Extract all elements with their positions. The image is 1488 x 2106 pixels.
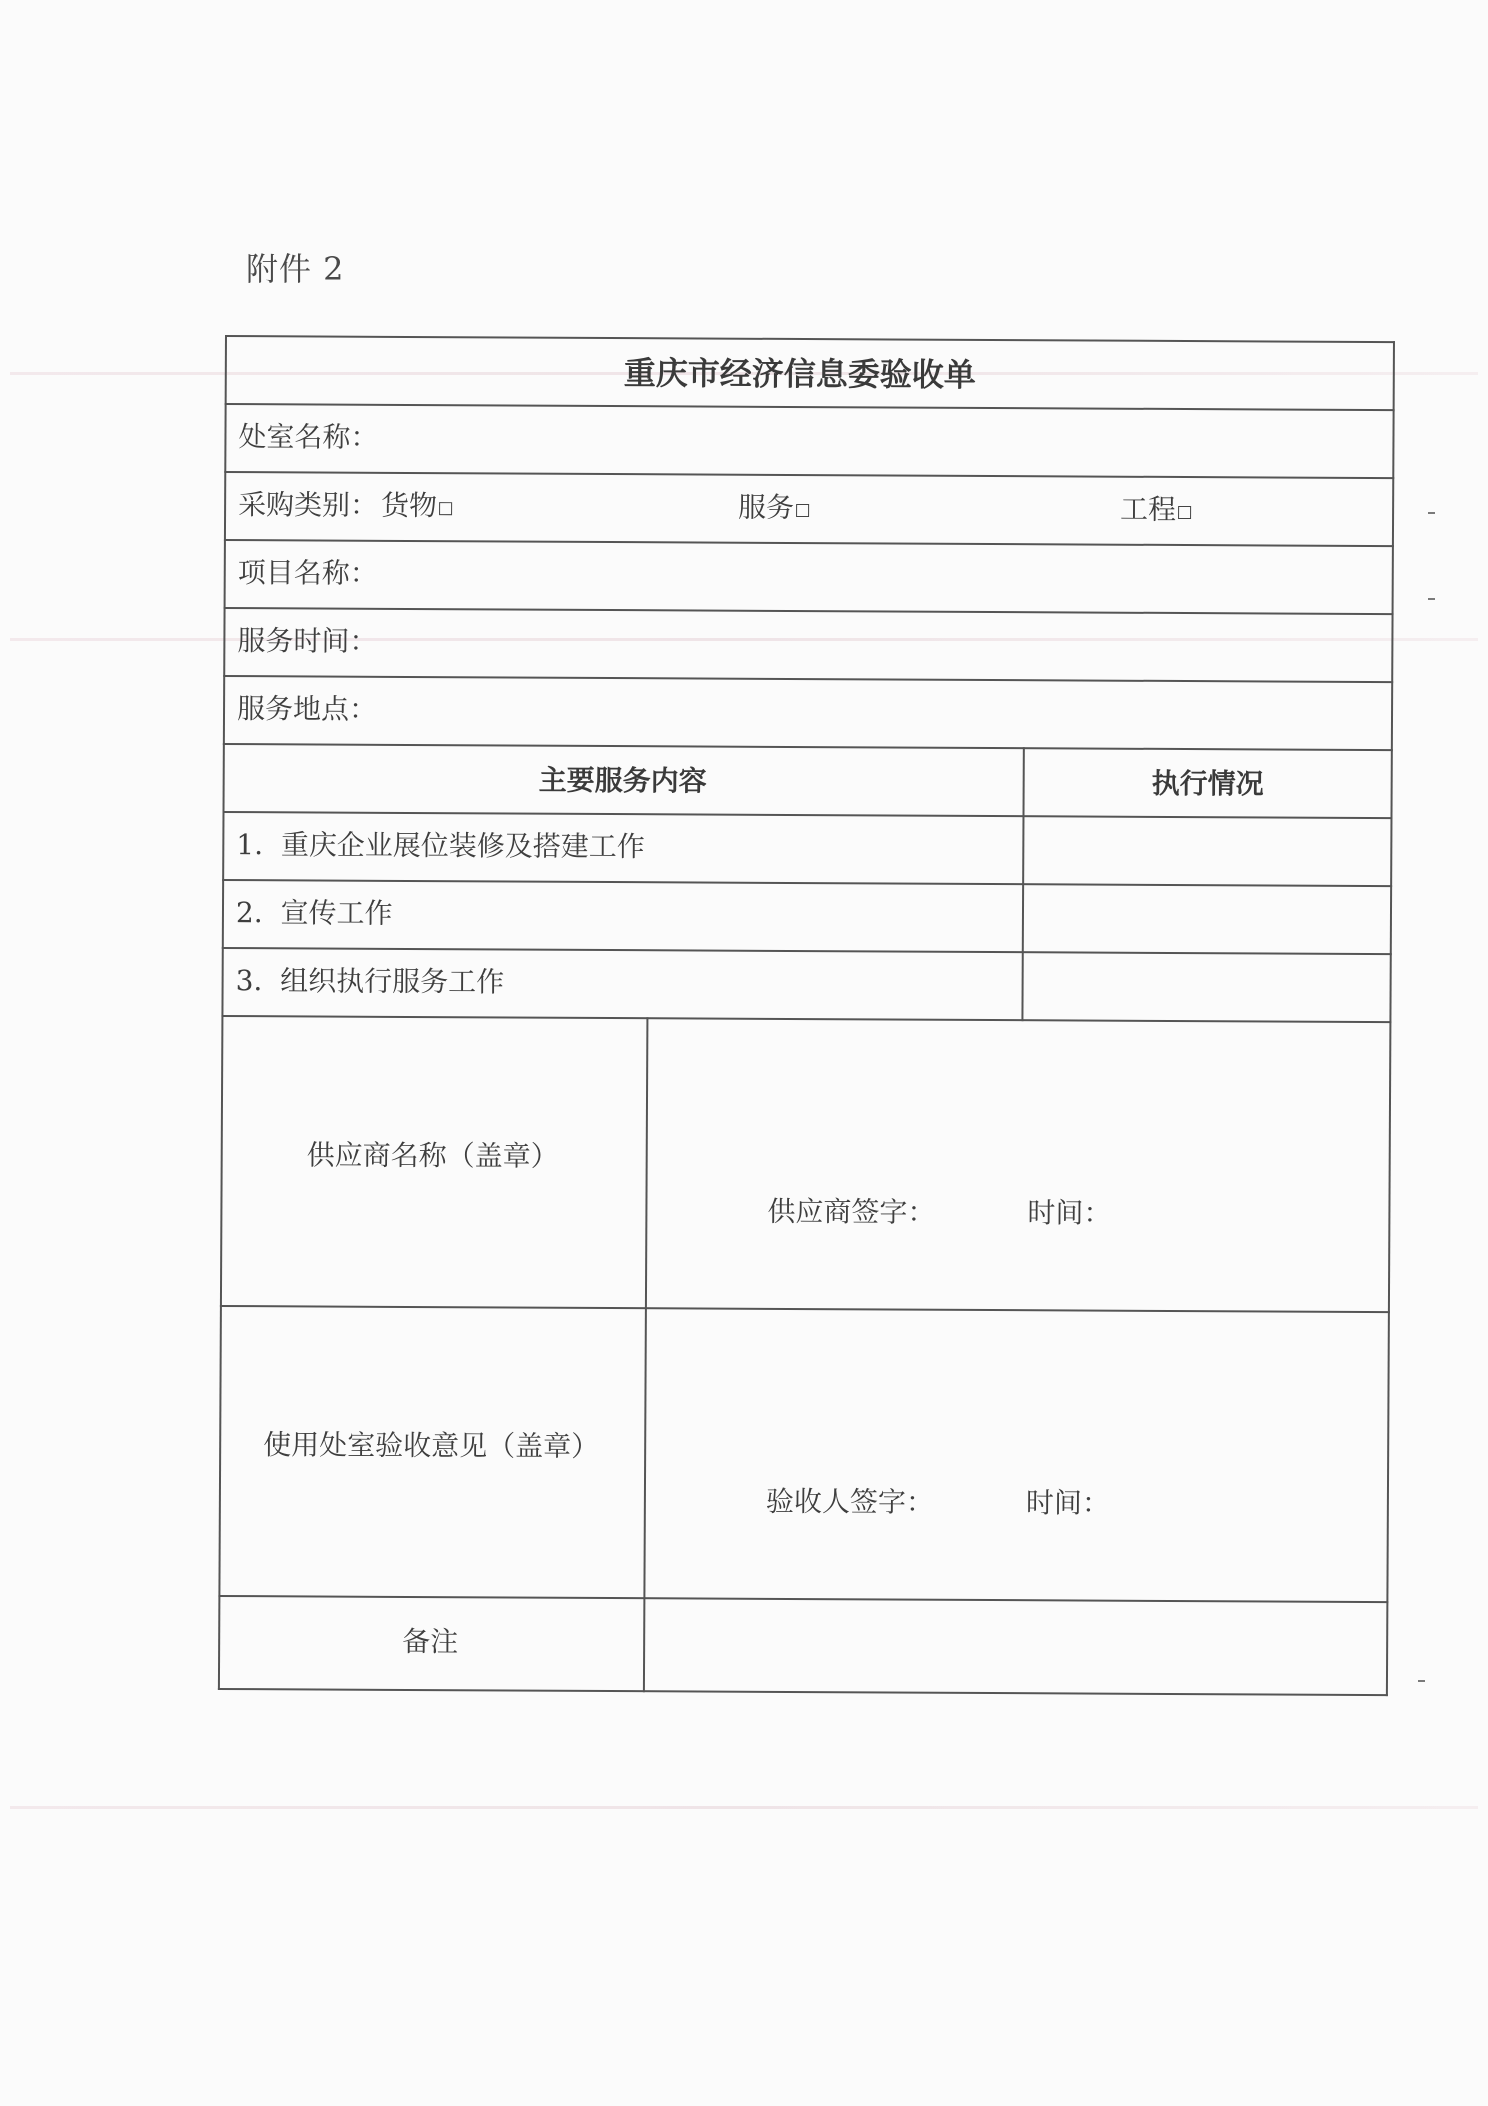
procurement-category-label: 采购类别： <box>238 488 379 522</box>
service-item-number: 1. <box>236 828 264 862</box>
supplier-name-label: 供应商名称（盖章） <box>306 1138 559 1173</box>
supplier-time-label: 时间： <box>1027 1196 1112 1230</box>
form-border-top <box>225 335 1395 343</box>
procurement-option-services[interactable] <box>738 490 809 524</box>
service-item <box>235 964 505 999</box>
works-checkbox[interactable] <box>1178 506 1191 519</box>
service-item-number: 3. <box>235 964 263 998</box>
service-item <box>236 828 645 864</box>
main-service-content-header: 主要服务内容 <box>538 763 707 798</box>
form-title: 重庆市经济信息委验收单 <box>623 354 976 394</box>
procurement-option-label: 货物 <box>381 488 438 523</box>
scan-artifact-speck <box>1428 512 1435 514</box>
procurement-option-label: 服务 <box>738 490 795 524</box>
service-item-text: 组织执行服务工作 <box>280 964 505 999</box>
procurement-option-label: 工程 <box>1120 492 1177 526</box>
scan-artifact-line <box>10 1806 1478 1809</box>
row-divider <box>218 1595 1388 1603</box>
row-divider <box>221 1015 1391 1023</box>
row-divider <box>224 471 1394 479</box>
service-location-label: 服务地点： <box>236 692 378 726</box>
row-divider <box>222 947 1392 955</box>
scan-artifact-speck <box>1428 598 1435 600</box>
execution-status-header: 执行情况 <box>1151 766 1264 801</box>
row-divider <box>222 811 1392 819</box>
office-name-label: 处室名称： <box>238 420 379 454</box>
procurement-option-works[interactable] <box>1120 492 1191 526</box>
row-divider <box>222 879 1392 887</box>
service-time-label: 服务时间： <box>237 624 378 658</box>
row-divider <box>224 539 1394 547</box>
scan-artifact-speck <box>1418 1680 1425 1682</box>
acceptor-signature-label: 验收人签字： <box>765 1484 935 1519</box>
service-item-text: 宣传工作 <box>280 896 393 930</box>
department-acceptance-label: 使用处室验收意见（盖章） <box>263 1428 600 1463</box>
attachment-label: 附件 2 <box>246 250 345 288</box>
row-divider <box>223 743 1393 751</box>
acceptance-time-label: 时间： <box>1025 1486 1110 1520</box>
label-value-divider <box>643 1017 649 1692</box>
row-divider <box>225 403 1395 411</box>
service-item <box>235 896 393 930</box>
project-name-label: 项目名称： <box>237 556 378 590</box>
goods-checkbox[interactable] <box>439 502 452 515</box>
supplier-signature-label: 供应商签字： <box>767 1194 936 1229</box>
row-divider <box>223 675 1393 683</box>
row-divider <box>220 1305 1390 1313</box>
services-checkbox[interactable] <box>796 504 809 517</box>
form-border-bottom <box>218 1688 1388 1696</box>
acceptance-form <box>218 335 1395 1696</box>
remarks-label: 备注 <box>402 1624 459 1659</box>
row-divider <box>224 607 1394 615</box>
service-item-number: 2. <box>235 896 263 930</box>
procurement-option-goods[interactable] <box>381 488 452 523</box>
service-item-text: 重庆企业展位装修及搭建工作 <box>280 828 645 864</box>
